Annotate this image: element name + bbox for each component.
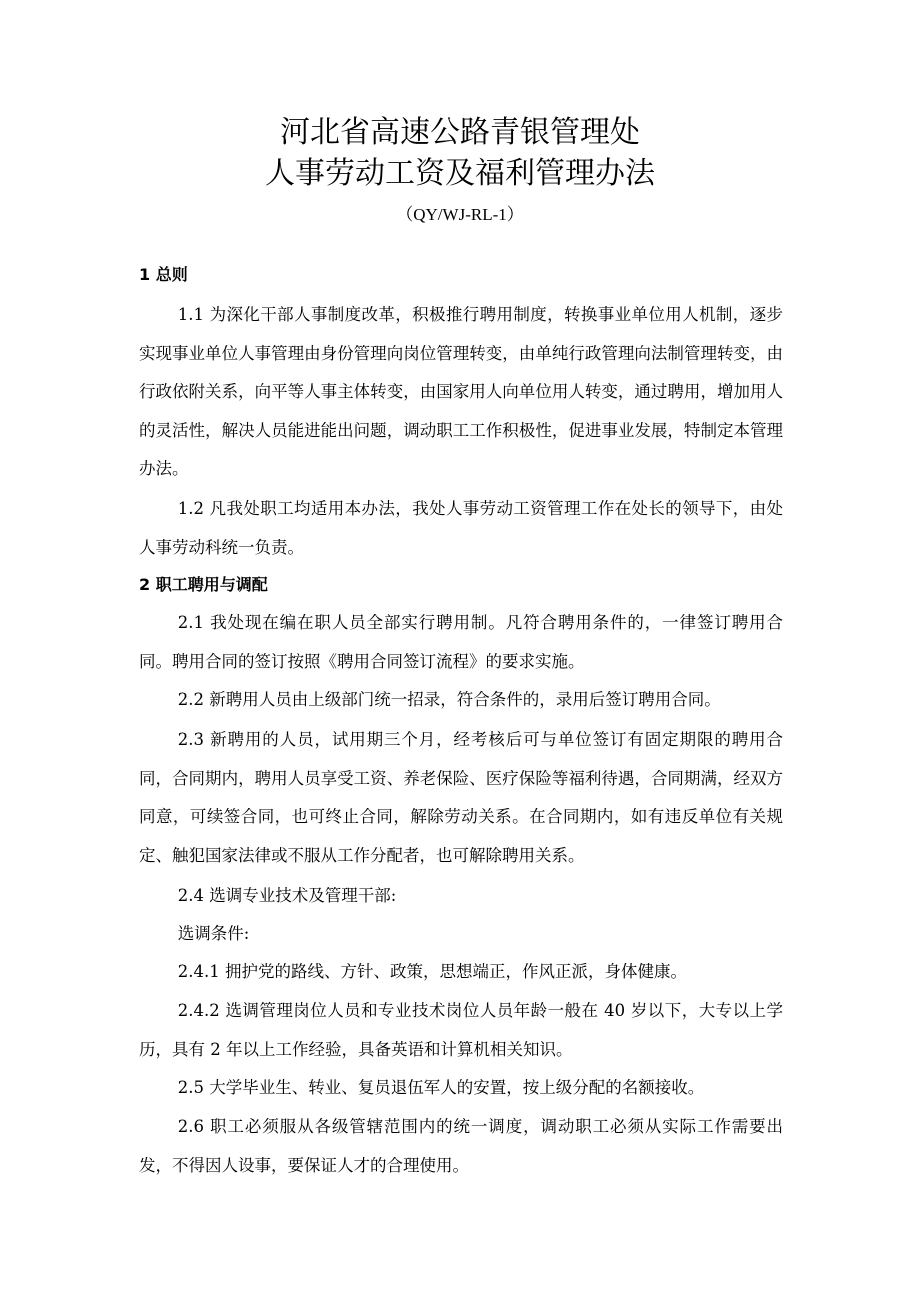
paragraph-2-3: 2.3 新聘用的人员，试用期三个月，经考核后可与单位签订有固定期限的聘用合同，合同期内，聘用人员享受工资、养老保险、医疗保险等福利待遇，合同期满，经双方同意，可续签合同，也可终止合同，解除劳动关系。在合同期内，如有违反单位有关规定、触犯国家法律或不服从工作分配者，也可解除聘用关系。 bbox=[139, 730, 783, 865]
paragraph-2-4-2: 2.4.2 选调管理岗位人员和专业技术岗位人员年龄一般在 40 岁以下，大专以上学历，具有 2 年以上工作经验，具备英语和计算机相关知识。 bbox=[139, 1001, 783, 1059]
paragraph-1-1: 1.1 为深化干部人事制度改革，积极推行聘用制度，转换事业单位用人机制，逐步实现事业单位人事管理由身份管理向岗位管理转变，由单纯行政管理向法制管理转变，由行政依附关系，向平等人事主体转变，由国家用人向单位用人转变，通过聘用，增加用人的灵活性，解决人员能进能出问题，调动职工工作积极性，促进事业发展，特制定本管理办法。 bbox=[139, 305, 783, 478]
section-heading-general: 1 总则 bbox=[139, 265, 188, 284]
paragraph-2-4-1: 2.4.1 拥护党的路线、方针、政策，思想端正，作风正派，身体健康。 bbox=[177, 962, 687, 981]
document-code: （QY/WJ-RL-1） bbox=[396, 205, 524, 224]
paragraph-2-4: 2.4 选调专业技术及管理干部: bbox=[177, 886, 397, 905]
document-title-line-1: 河北省高速公路青银管理处 bbox=[280, 115, 640, 150]
paragraph-2-6: 2.6 职工必须服从各级管辖范围内的统一调度，调动职工必须从实际工作需要出发，不得因人设事，要保证人才的合理使用。 bbox=[139, 1117, 783, 1175]
paragraph-2-5: 2.5 大学毕业生、转业、复员退伍军人的安置，按上级分配的名额接收。 bbox=[177, 1078, 705, 1097]
paragraph-1-2: 1.2 凡我处职工均适用本办法，我处人事劳动工资管理工作在处长的领导下，由处人事劳动科统一负责。 bbox=[139, 499, 783, 557]
paragraph-2-2: 2.2 新聘用人员由上级部门统一招录，符合条件的，录用后签订聘用合同。 bbox=[177, 690, 721, 709]
section-heading-employment: 2 职工聘用与调配 bbox=[139, 575, 268, 594]
paragraph-2-1: 2.1 我处现在编在职人员全部实行聘用制。凡符合聘用条件的，一律签订聘用合同。聘用合同的签订按照《聘用合同签订流程》的要求实施。 bbox=[139, 613, 783, 671]
document-title-line-2: 人事劳动工资及福利管理办法 bbox=[265, 156, 655, 191]
paragraph-selection-conditions: 选调条件: bbox=[177, 924, 250, 943]
